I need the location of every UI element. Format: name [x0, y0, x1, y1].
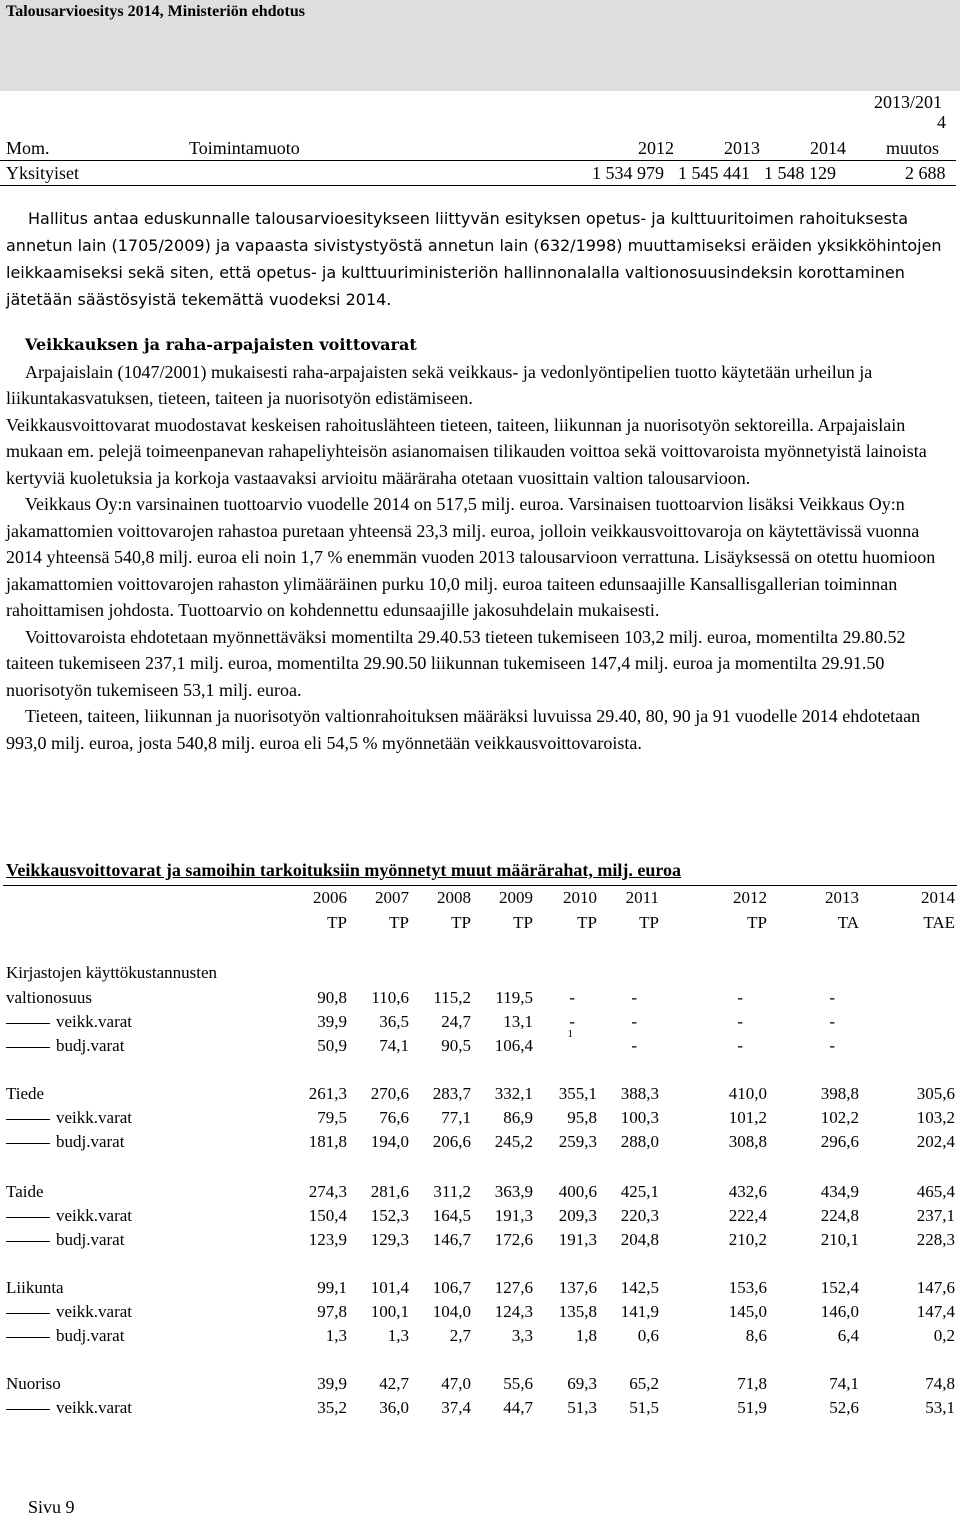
table-cell: 152,4 [820, 1278, 859, 1297]
table-cell: 1,8 [575, 1326, 597, 1345]
funds-table-top-border [3, 885, 957, 886]
year-header: 2009 [499, 888, 533, 907]
table-cell: 100,1 [370, 1302, 409, 1321]
table-cell: 13,1 [503, 1012, 533, 1031]
table-cell: 37,4 [441, 1398, 471, 1417]
table-cell: 432,6 [728, 1182, 767, 1201]
table-cell: 400,6 [558, 1182, 597, 1201]
table-cell: 202,4 [916, 1132, 955, 1151]
table-cell: 86,9 [503, 1108, 533, 1127]
row-value-2014: 1 548 129 [764, 163, 836, 183]
table-cell: 74,8 [925, 1374, 955, 1393]
table-cell: 137,6 [558, 1278, 597, 1297]
paragraph-5: Tieteen, taiteen, liikunnan ja nuorisotyön valtionrahoituksen määräksi luvuissa 29.40, 80, 90 ja 91 vuodelle 2014 ehdotetaan 993,0 milj. euroa, josta 540,8 milj. euroa eli 54,5 % myönnetään veikkausvoittovaroista. [6, 706, 921, 753]
table-cell: 99,1 [317, 1278, 347, 1297]
paragraph-3: Veikkaus Oy:n varsinainen tuottoarvio vuodelle 2014 on 517,5 milj. euroa. Varsinaisen tuottoarvion lisäksi Veikkaus Oy:n jakamattomien voittovarojen rahastoa puretaan yhteensä 23,3 milj. euroa, jolloin veikkausvoittovaroja on käytettävissä vuonna 2014 yhteensä 540,8 milj. euroa eli noin 1,7 % enemmän vuoden 2013 talousarvioon verrattuna. Lisäyksessä on otettu huomioon jakamattomien voittovarojen rahaston ylimääräinen purku 10,0 milj. euroa taiteen edunsaajille Kansallisgallerian toiminnan rahoittamisen johdosta. Tuottoarvio on kohdennettu edunsaajille jakosuhdelain mukaisesti. [6, 494, 936, 620]
table-cell: 245,2 [494, 1132, 533, 1151]
table-cell: 147,6 [916, 1278, 955, 1297]
type-header: TP [577, 913, 597, 932]
table-cell: 65,2 [629, 1374, 659, 1393]
table-cell: 270,6 [370, 1084, 409, 1103]
table-cell: 210,1 [820, 1230, 859, 1249]
header-2014: 2014 [810, 138, 846, 158]
dash-marker [6, 1217, 50, 1218]
table-cell: 363,9 [494, 1182, 533, 1201]
table-cell: 181,8 [308, 1132, 347, 1151]
row-label-text: budj.varat [56, 1132, 125, 1151]
table-cell: 100,3 [620, 1108, 659, 1127]
table-cell: 237,1 [916, 1206, 955, 1225]
table-cell: 206,6 [432, 1132, 471, 1151]
table-cell: 146,0 [820, 1302, 859, 1321]
table-cell: 51,5 [629, 1398, 659, 1417]
document-header [0, 0, 960, 91]
year-header: 2014 [921, 888, 955, 907]
dash-marker [6, 1119, 50, 1120]
row-label [6, 1374, 61, 1394]
type-header: TP [513, 913, 533, 932]
table-cell: 0,6 [637, 1326, 659, 1345]
header-2012: 2012 [638, 138, 674, 158]
table-cell: 129,3 [370, 1230, 409, 1249]
row-label-text: budj.varat [56, 1230, 125, 1249]
table-cell: 142,5 [620, 1278, 659, 1297]
row-label [6, 1132, 124, 1152]
table-cell: 311,2 [433, 1182, 471, 1201]
table-cell: 77,1 [441, 1108, 471, 1127]
table-cell: 124,3 [494, 1302, 533, 1321]
row-label: Yksityiset [6, 163, 80, 183]
row-label-text: Liikunta [6, 1278, 64, 1297]
table-cell: 191,3 [494, 1206, 533, 1225]
type-header: TP [389, 913, 409, 932]
table-cell: - [737, 1012, 743, 1031]
header-mom: Mom. [6, 138, 50, 158]
table-cell: 152,3 [370, 1206, 409, 1225]
table-cell: 150,4 [308, 1206, 347, 1225]
row-label [6, 1012, 132, 1032]
table-cell: 283,7 [432, 1084, 471, 1103]
type-header: TP [639, 913, 659, 932]
table-cell: - [631, 1036, 637, 1055]
table-cell: 119,5 [495, 988, 533, 1007]
header-toimintamuoto: Toimintamuoto [189, 138, 300, 158]
table-cell: 39,9 [317, 1012, 347, 1031]
table-cell: 296,6 [820, 1132, 859, 1151]
row-label-text: veikk.varat [56, 1206, 132, 1225]
section-title: Veikkauksen ja raha-arpajaisten voittovarat [25, 335, 417, 354]
year-header: 2007 [375, 888, 409, 907]
year-header: 2011 [625, 888, 659, 907]
table-cell: 194,0 [370, 1132, 409, 1151]
table-cell: 90,5 [441, 1036, 471, 1055]
type-header: TA [837, 913, 859, 932]
table-cell: 69,3 [567, 1374, 597, 1393]
table-cell: 74,1 [829, 1374, 859, 1393]
header-2013: 2013 [724, 138, 760, 158]
table-cell: 147,4 [916, 1302, 955, 1321]
table-cell: 24,7 [441, 1012, 471, 1031]
table-cell: 191,3 [558, 1230, 597, 1249]
table-cell: 288,0 [620, 1132, 659, 1151]
table-cell: 172,6 [494, 1230, 533, 1249]
table-cell: 274,3 [308, 1182, 347, 1201]
table-cell: 95,8 [567, 1108, 597, 1127]
row-label-text: veikk.varat [56, 1012, 132, 1031]
row-label [6, 1302, 132, 1322]
table-cell: 53,1 [925, 1398, 955, 1417]
table-cell: 308,8 [728, 1132, 767, 1151]
dash-marker [6, 1143, 50, 1144]
table-cell: 35,2 [317, 1398, 347, 1417]
table-cell: 209,3 [558, 1206, 597, 1225]
table-cell: - [737, 1036, 743, 1055]
table-cell: 110,6 [371, 988, 409, 1007]
table-cell: 102,2 [820, 1108, 859, 1127]
table-cell: 332,1 [494, 1084, 533, 1103]
table-cell: 101,4 [370, 1278, 409, 1297]
table-cell: 44,7 [503, 1398, 533, 1417]
table-cell: 259,3 [558, 1132, 597, 1151]
row-label [6, 1108, 132, 1128]
row-label-text: budj.varat [56, 1326, 125, 1345]
table-cell: 465,4 [916, 1182, 955, 1201]
table-cell: 228,3 [916, 1230, 955, 1249]
table-cell: 47,0 [441, 1374, 471, 1393]
table-cell: 101,2 [728, 1108, 767, 1127]
row-value-2012: 1 534 979 [592, 163, 664, 183]
year-header: 2013 [825, 888, 859, 907]
type-header: TP [747, 913, 767, 932]
table-cell: 0,2 [933, 1326, 955, 1345]
table-cell: 71,8 [737, 1374, 767, 1393]
page-number: Sivu 9 [28, 1497, 75, 1517]
kirjasto-label: Kirjastojen käyttökustannusten [6, 963, 218, 982]
table-cell: - [569, 988, 575, 1007]
table-divider [0, 160, 956, 161]
table-cell: 115,2 [433, 988, 471, 1007]
row-value-change: 2 688 [905, 163, 946, 183]
table-cell: 51,9 [737, 1398, 767, 1417]
dash-marker [6, 1313, 50, 1314]
year-header: 2008 [437, 888, 471, 907]
dash-marker [6, 1047, 50, 1048]
table-cell: 74,1 [379, 1036, 409, 1055]
table-cell: 52,6 [829, 1398, 859, 1417]
table-cell: 2,7 [449, 1326, 471, 1345]
row-label-text: valtionosuus [6, 988, 92, 1007]
table-cell: - [569, 1012, 575, 1031]
table-cell: 281,6 [370, 1182, 409, 1201]
table-cell: 106,7 [432, 1278, 471, 1297]
row-label-text: Nuoriso [6, 1374, 61, 1393]
table-cell: 90,8 [317, 988, 347, 1007]
table-cell: 220,3 [620, 1206, 659, 1225]
table-cell: 36,5 [379, 1012, 409, 1031]
table-cell: 104,0 [432, 1302, 471, 1321]
row-label-text: veikk.varat [56, 1302, 132, 1321]
table-cell: 51,3 [567, 1398, 597, 1417]
table-cell: 210,2 [728, 1230, 767, 1249]
intro-paragraph: Hallitus antaa eduskunnalle talousarvioesitykseen liittyvän esityksen opetus- ja kulttuuritoimen rahoituksesta annetun lain (1705/2009) ja vapaasta sivistystyöstä annetun lain (632/1998) muuttamiseksi eräiden yksikköhintojen leikkaamiseksi sekä siten, että opetus- ja kulttuuriministeriön hallinnonalalla valtionosuusindeksin korottaminen jätetään säästösyistä tekemättä vuodeksi 2014. [6, 209, 942, 309]
table-cell: 222,4 [728, 1206, 767, 1225]
table-cell: 141,9 [620, 1302, 659, 1321]
paragraph-1: Arpajaislain (1047/2001) mukaisesti raha-arpajaisten sekä veikkaus- ja vedonlyöntipelien tuotto käytetään urheilun ja liikuntakasvatuksen, tieteen, taiteen ja nuorisotyön edistämiseen. [6, 361, 873, 408]
row-label-text: Taide [6, 1182, 44, 1201]
table-cell: 425,1 [620, 1182, 659, 1201]
table-cell: 146,7 [432, 1230, 471, 1249]
paragraph-4: Voittovaroista ehdotetaan myönnettäväksi momentilta 29.40.53 tieteen tukemiseen 103,2 milj. euroa, momentilta 29.80.52 taiteen tukemiseen 237,1 milj. euroa, momentilta 29.90.50 liikunnan tukemiseen 147,4 milj. euroa ja momentilta 29.91.50 nuorisotyön tukemiseen 53,1 milj. euroa. [6, 626, 906, 700]
row-label [6, 988, 92, 1008]
table-cell: 39,9 [317, 1374, 347, 1393]
table-cell: 103,2 [916, 1108, 955, 1127]
table-cell: 6,4 [837, 1326, 859, 1345]
table-cell: 79,5 [317, 1108, 347, 1127]
table-cell: - [829, 1036, 835, 1055]
table-cell: - [631, 1012, 637, 1031]
row-label [6, 1084, 44, 1104]
table-cell: 261,3 [308, 1084, 347, 1103]
row-label [6, 1230, 124, 1250]
table-cell: 398,8 [820, 1084, 859, 1103]
table-cell: 106,4 [494, 1036, 533, 1055]
table-cell: 153,6 [728, 1278, 767, 1297]
table-cell: 76,6 [379, 1108, 409, 1127]
main-section [6, 332, 951, 756]
table-cell: 135,8 [558, 1302, 597, 1321]
change-header-line2: 4 [937, 112, 946, 132]
year-header: 2012 [733, 888, 767, 907]
row-label-text: Tiede [6, 1084, 45, 1103]
table-cell: 145,0 [728, 1302, 767, 1321]
table-cell: 224,8 [820, 1206, 859, 1225]
table-cell: 1,3 [387, 1326, 409, 1345]
header-change: muutos [886, 138, 940, 158]
table-cell: 305,6 [916, 1084, 955, 1103]
table-cell: 42,7 [379, 1374, 409, 1393]
type-header: TP [327, 913, 347, 932]
table-cell: 388,3 [620, 1084, 659, 1103]
row-label [6, 1036, 124, 1056]
type-header: TP [451, 913, 471, 932]
table-cell: - [631, 988, 637, 1007]
year-header: 2006 [313, 888, 347, 907]
dash-marker [6, 1409, 50, 1410]
table-cell: 97,8 [317, 1302, 347, 1321]
table-cell: 36,0 [379, 1398, 409, 1417]
dash-marker [6, 1337, 50, 1338]
table-cell: 123,9 [308, 1230, 347, 1249]
dash-marker [6, 1241, 50, 1242]
row-label-text: veikk.varat [56, 1108, 132, 1127]
row-value-2013: 1 545 441 [678, 163, 750, 183]
row-label-text: veikk.varat [56, 1398, 132, 1417]
table-cell: 1,3 [325, 1326, 347, 1345]
document-title: Talousarvioesitys 2014, Ministeriön ehdotus [6, 3, 305, 20]
row-label [6, 1182, 44, 1202]
table-cell: 3,3 [511, 1326, 533, 1345]
table-cell: - [737, 988, 743, 1007]
year-header: 2010 [563, 888, 597, 907]
table-cell: 1 [567, 1028, 573, 1040]
funds-table-title: Veikkausvoittovarat ja samoihin tarkoituksiin myönnetyt muut määrärahat, milj. euroa [6, 860, 682, 880]
change-header-line1: 2013/201 [874, 92, 943, 112]
table-cell: 410,0 [728, 1084, 767, 1103]
dash-marker [6, 1023, 50, 1024]
table-cell: - [829, 988, 835, 1007]
table-cell: 204,8 [620, 1230, 659, 1249]
table-cell: 50,9 [317, 1036, 347, 1055]
table-cell: 164,5 [432, 1206, 471, 1225]
row-label-text: budj.varat [56, 1036, 125, 1055]
row-label [6, 1206, 132, 1226]
table-cell: 8,6 [745, 1326, 767, 1345]
paragraph-2: Veikkausvoittovarat muodostavat keskeisen rahoituslähteen tieteen, taiteen, liikunnan ja nuorisotyön sektoreilla. Arpajaislain mukaan em. pelejä toimeenpanevan rahapeliyhteisön asianomaisen tilikauden voittoa sekä voittovaroista myönnetyistä lainoista kertyviä kuoletuksia ja korkoja vastaavaksi arvioitu määräraha otetaan vuosittain valtion talousarvioon. [6, 414, 927, 488]
table-cell: 127,6 [494, 1278, 533, 1297]
row-label [6, 1398, 132, 1418]
table-cell: - [829, 1012, 835, 1031]
table-cell: 55,6 [503, 1374, 533, 1393]
table-cell: 355,1 [558, 1084, 597, 1103]
row-label [6, 1326, 124, 1346]
row-label [6, 1278, 64, 1298]
type-header: TAE [923, 913, 955, 932]
table-cell: 434,9 [820, 1182, 859, 1201]
table-bottom-border [0, 185, 956, 186]
